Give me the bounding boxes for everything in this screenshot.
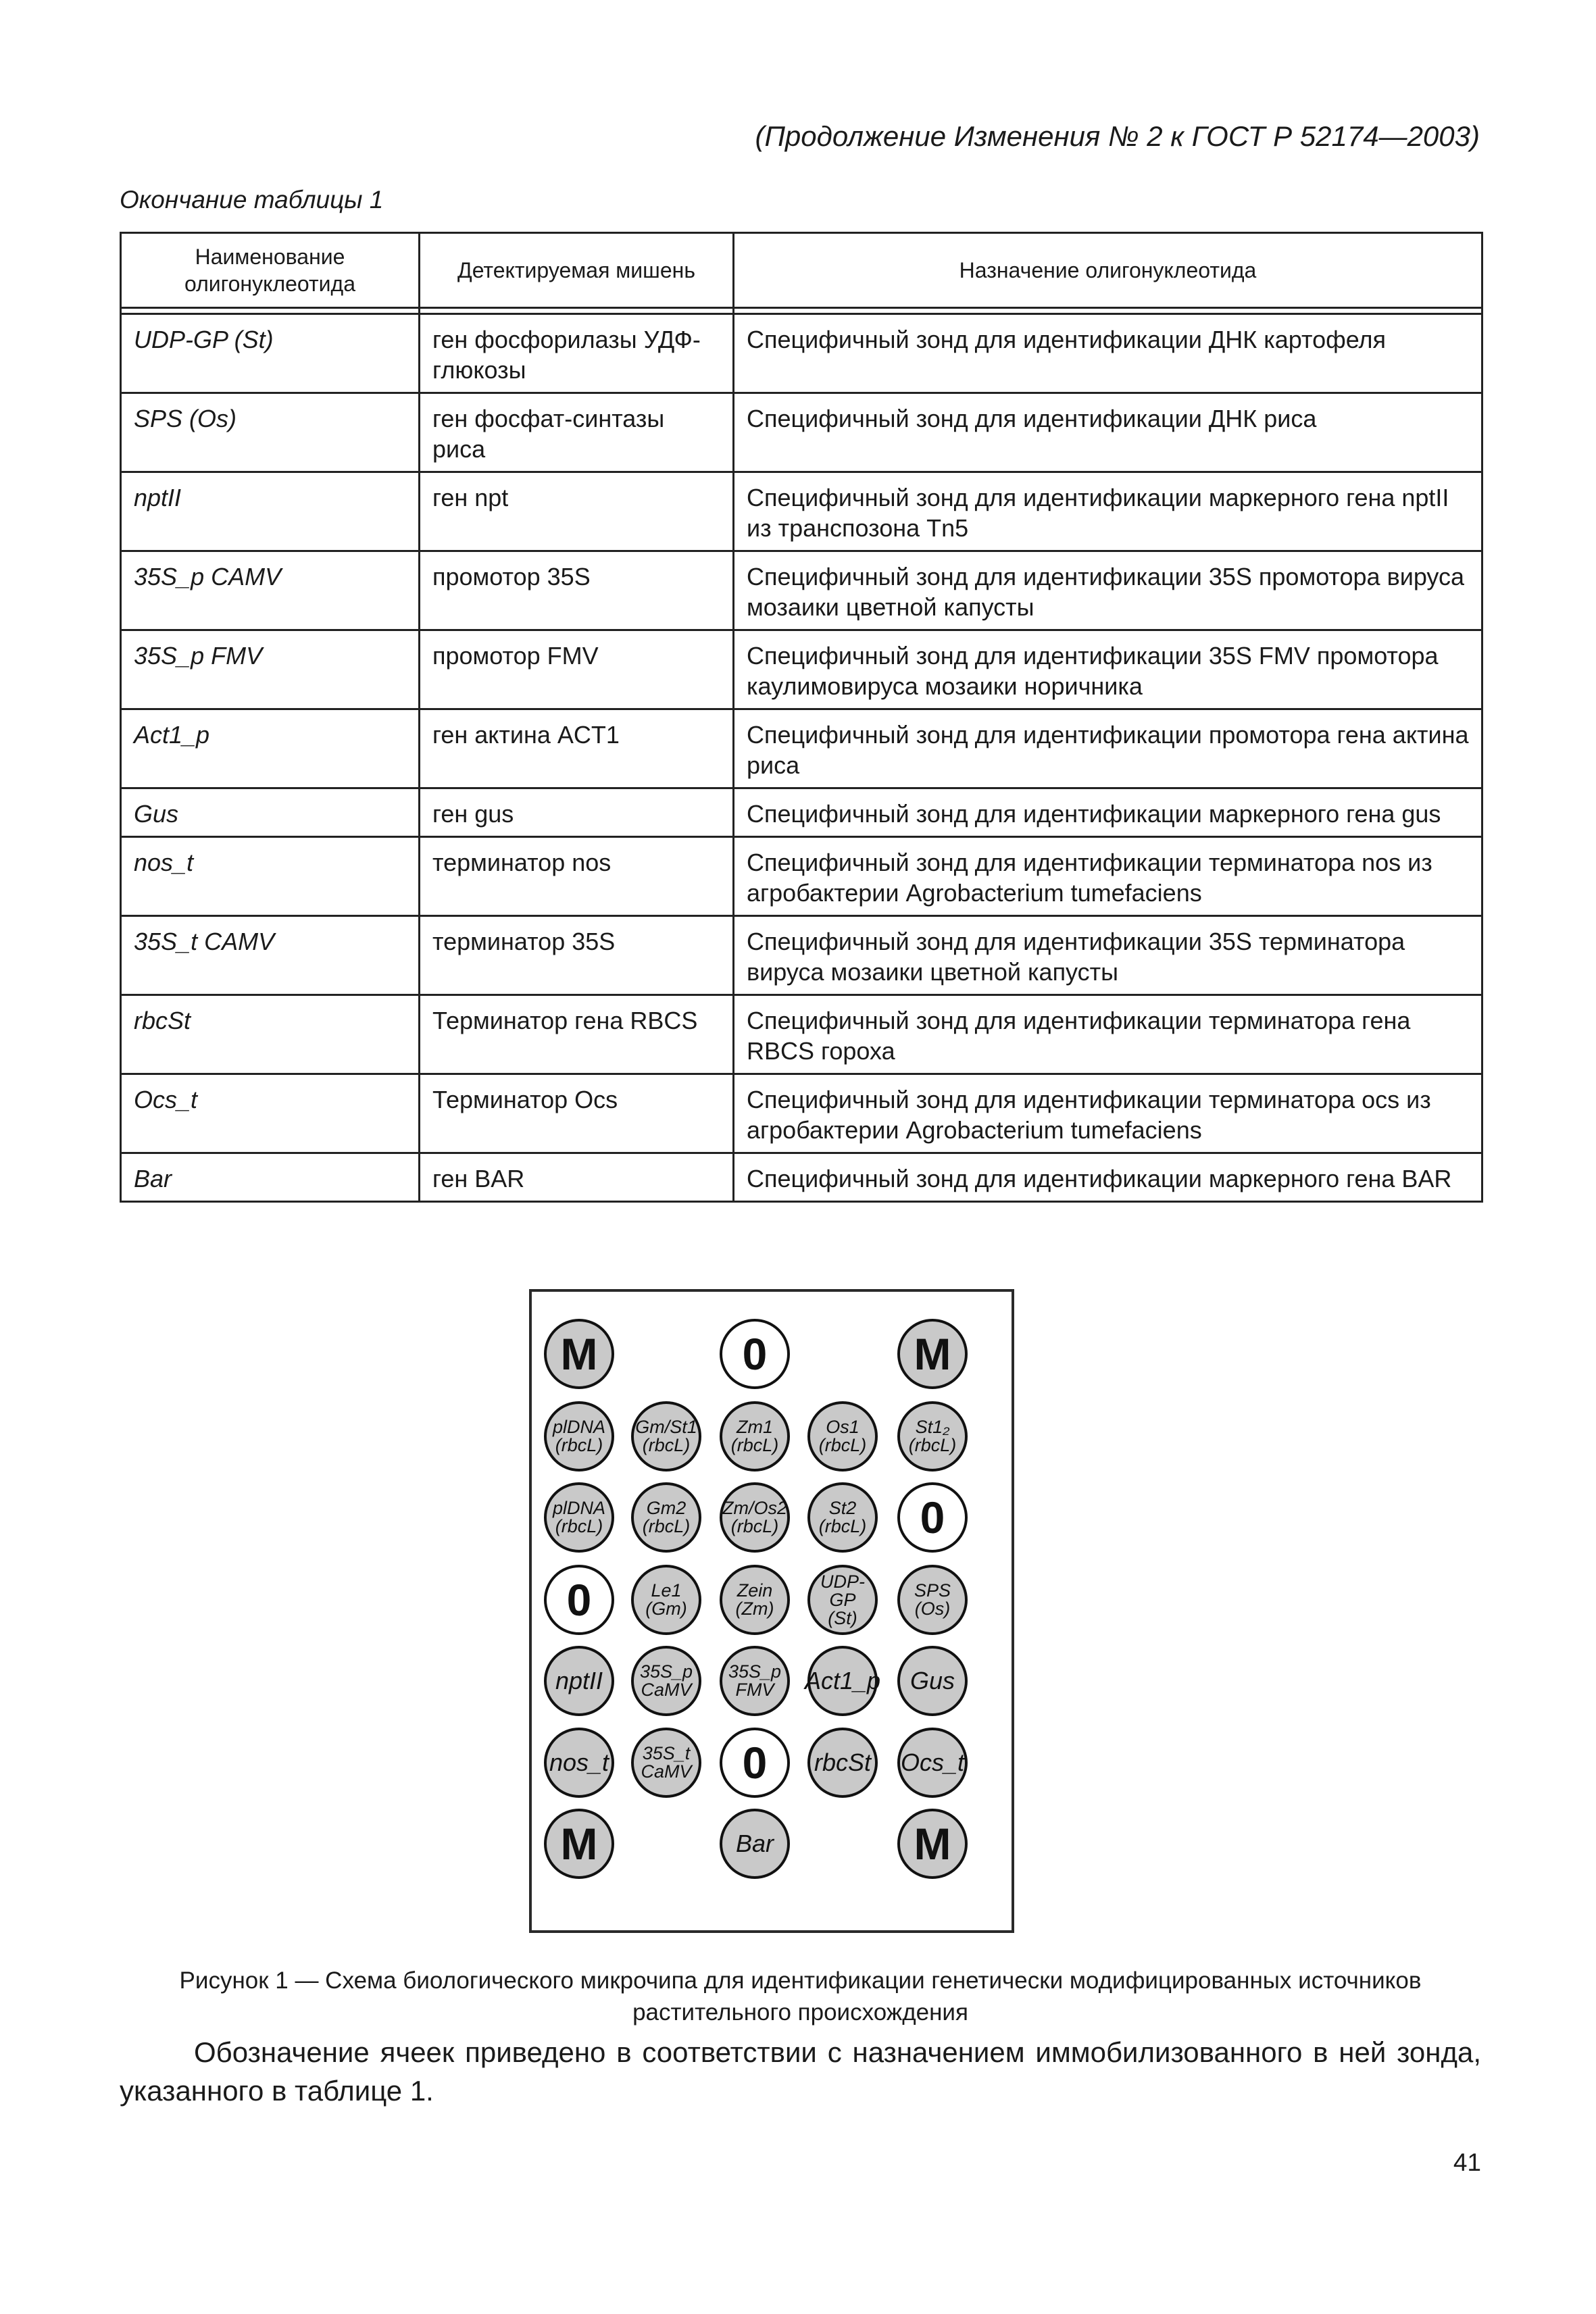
microchip-spot bbox=[720, 1319, 790, 1389]
cell-target: ген npt bbox=[420, 472, 734, 551]
cell-oligo-name: nptII bbox=[121, 472, 420, 551]
microchip-spot bbox=[631, 1646, 701, 1716]
cell-target: промотор 35S bbox=[420, 551, 734, 630]
microchip-spot bbox=[544, 1401, 614, 1472]
cell-target: ген фосфат-синтазы риса bbox=[420, 393, 734, 472]
table-row bbox=[121, 393, 1482, 472]
cell-target: ген BAR bbox=[420, 1153, 734, 1202]
cell-purpose: Специфичный зонд для идентификации 35S FMV промотора каулимовируса мозаики норичника bbox=[734, 630, 1482, 709]
spot-label: Gm/St1 (rbcL) bbox=[635, 1417, 697, 1455]
microchip-spot bbox=[720, 1565, 790, 1635]
table-row bbox=[121, 551, 1482, 630]
table-row bbox=[121, 472, 1482, 551]
cell-oligo-name: rbcSt bbox=[121, 995, 420, 1074]
microchip-spot bbox=[720, 1809, 790, 1879]
cell-target: ген фосфорилазы УДФ-глюкозы bbox=[420, 314, 734, 393]
cell-oligo-name: 35S_p FMV bbox=[121, 630, 420, 709]
table-row bbox=[121, 1153, 1482, 1202]
spot-label: St2 (rbcL) bbox=[818, 1498, 867, 1536]
microchip-spot bbox=[631, 1401, 701, 1472]
spot-label: Os1 (rbcL) bbox=[818, 1417, 867, 1455]
microchip-spot bbox=[807, 1565, 878, 1635]
spot-label: 35S_p CaMV bbox=[639, 1661, 693, 1700]
spot-label: 0 bbox=[920, 1492, 945, 1542]
spot-label: M bbox=[914, 1819, 951, 1869]
spot-label: Le1 (Gm) bbox=[645, 1580, 687, 1619]
spot-label: 35S_t CaMV bbox=[641, 1743, 692, 1782]
microchip-spot bbox=[897, 1728, 968, 1798]
cell-purpose: Специфичный зонд для идентификации терминатора nos из агробактерии Agrobacterium tumefaciens bbox=[734, 837, 1482, 916]
spot-label: nptII bbox=[555, 1667, 603, 1694]
microchip-spot bbox=[807, 1401, 878, 1472]
microchip-spot bbox=[544, 1319, 614, 1389]
cell-target: Терминатор Ocs bbox=[420, 1074, 734, 1153]
microchip-spot bbox=[897, 1565, 968, 1635]
cell-purpose: Специфичный зонд для идентификации маркерного гена gus bbox=[734, 788, 1482, 837]
spot-label: Act1_p bbox=[804, 1667, 881, 1694]
cell-purpose: Специфичный зонд для идентификации ДНК картофеля bbox=[734, 314, 1482, 393]
cell-oligo-name: UDP-GP (St) bbox=[121, 314, 420, 393]
microchip-spot bbox=[804, 1646, 881, 1716]
microchip-spot bbox=[720, 1728, 790, 1798]
microchip-spot bbox=[720, 1401, 790, 1472]
microchip-spot bbox=[631, 1565, 701, 1635]
cell-purpose: Специфичный зонд для идентификации терминатора гена RBCS гороха bbox=[734, 995, 1482, 1074]
microchip-spot bbox=[544, 1565, 614, 1635]
microchip-spot bbox=[897, 1401, 968, 1472]
spot-label: M bbox=[560, 1819, 598, 1869]
spot-label: M bbox=[560, 1329, 598, 1379]
microchip-diagram bbox=[529, 1289, 1014, 1933]
spot-label: Ocs_t bbox=[900, 1749, 965, 1776]
body-paragraph: Обозначение ячеек приведено в соответствии с назначением иммобилизованного в ней зонда, указанного в таблице 1. bbox=[120, 2036, 1481, 2107]
microchip-spot bbox=[631, 1482, 701, 1553]
spot-label: 35S_p FMV bbox=[728, 1661, 782, 1700]
cell-target: терминатор nos bbox=[420, 837, 734, 916]
spot-label: St1₂ (rbcL) bbox=[908, 1417, 957, 1455]
table-caption: Окончание таблицы 1 bbox=[120, 186, 384, 213]
cell-oligo-name: SPS (Os) bbox=[121, 393, 420, 472]
cell-oligo-name: Gus bbox=[121, 788, 420, 837]
cell-purpose: Специфичный зонд для идентификации промотора гена актина риса bbox=[734, 709, 1482, 788]
figure-caption: Рисунок 1 — Схема биологического микрочипа для идентификации генетически модифицированных источников растительного происхождения bbox=[179, 1967, 1422, 2026]
cell-purpose: Специфичный зонд для идентификации маркерного гена nptII из транспозона Tn5 bbox=[734, 472, 1482, 551]
microchip-spot bbox=[897, 1646, 968, 1716]
cell-oligo-name: Ocs_t bbox=[121, 1074, 420, 1153]
microchip-spot bbox=[897, 1809, 968, 1879]
microchip-spot bbox=[544, 1728, 614, 1798]
microchip-spot bbox=[897, 1319, 968, 1389]
cell-oligo-name: Bar bbox=[121, 1153, 420, 1202]
table-row bbox=[121, 995, 1482, 1074]
column-header-target: Детектируемая мишень bbox=[420, 233, 734, 308]
cell-target: ген актина ACT1 bbox=[420, 709, 734, 788]
cell-oligo-name: nos_t bbox=[121, 837, 420, 916]
table-row bbox=[121, 630, 1482, 709]
cell-oligo-name: 35S_p CAMV bbox=[121, 551, 420, 630]
table-row bbox=[121, 709, 1482, 788]
table-body bbox=[121, 308, 1482, 1202]
spot-label: Gus bbox=[909, 1667, 955, 1694]
spot-label: plDNA (rbcL) bbox=[552, 1417, 606, 1455]
table-row bbox=[121, 916, 1482, 995]
spot-label: SPS (Os) bbox=[914, 1580, 951, 1619]
header-separator bbox=[121, 308, 1482, 314]
spot-label: Gm2 (rbcL) bbox=[642, 1498, 691, 1536]
running-header: (Продолжение Изменения № 2 к ГОСТ Р 52174—2003) bbox=[755, 120, 1480, 152]
page-number: 41 bbox=[1453, 2148, 1481, 2176]
spot-label: Bar bbox=[735, 1830, 774, 1857]
column-header-purpose: Назначение олигонуклеотида bbox=[734, 233, 1482, 308]
spot-label: Zein (Zm) bbox=[735, 1580, 774, 1619]
spot-label: plDNA (rbcL) bbox=[552, 1498, 606, 1536]
spot-label: rbcSt bbox=[814, 1749, 872, 1776]
microchip-spot bbox=[544, 1482, 614, 1553]
cell-purpose: Специфичный зонд для идентификации ДНК риса bbox=[734, 393, 1482, 472]
spot-label: Zm/Os2 (rbcL) bbox=[722, 1498, 788, 1536]
oligonucleotide-table bbox=[120, 232, 1483, 1203]
cell-oligo-name: 35S_t CAMV bbox=[121, 916, 420, 995]
cell-target: промотор FMV bbox=[420, 630, 734, 709]
cell-target: ген gus bbox=[420, 788, 734, 837]
cell-purpose: Специфичный зонд для идентификации терминатора ocs из агробактерии Agrobacterium tumefaciens bbox=[734, 1074, 1482, 1153]
spot-label: 0 bbox=[742, 1738, 768, 1788]
column-header-name: Наименование олигонуклеотида bbox=[121, 233, 420, 308]
table-row bbox=[121, 314, 1482, 393]
table-row bbox=[121, 788, 1482, 837]
microchip-spot bbox=[544, 1809, 614, 1879]
spot-label: M bbox=[914, 1329, 951, 1379]
cell-purpose: Специфичный зонд для идентификации 35S терминатора вируса мозаики цветной капусты bbox=[734, 916, 1482, 995]
microchip-spot bbox=[807, 1482, 878, 1553]
microchip-spot bbox=[807, 1728, 878, 1798]
spot-label: 0 bbox=[566, 1575, 592, 1625]
spot-label: UDP-GP (St) bbox=[820, 1571, 865, 1628]
cell-oligo-name: Act1_p bbox=[121, 709, 420, 788]
spot-label: 0 bbox=[742, 1329, 768, 1379]
microchip-spot bbox=[897, 1482, 968, 1553]
table-row bbox=[121, 837, 1482, 916]
microchip-spot bbox=[720, 1646, 790, 1716]
microchip-spot bbox=[720, 1482, 790, 1553]
spot-label: nos_t bbox=[549, 1749, 609, 1776]
microchip-spot bbox=[544, 1646, 614, 1716]
table-row bbox=[121, 1074, 1482, 1153]
microchip-spot bbox=[631, 1728, 701, 1798]
cell-target: терминатор 35S bbox=[420, 916, 734, 995]
spot-label: Zm1 (rbcL) bbox=[730, 1417, 779, 1455]
cell-purpose: Специфичный зонд для идентификации маркерного гена BAR bbox=[734, 1153, 1482, 1202]
cell-purpose: Специфичный зонд для идентификации 35S промотора вируса мозаики цветной капусты bbox=[734, 551, 1482, 630]
cell-target: Терминатор гена RBCS bbox=[420, 995, 734, 1074]
